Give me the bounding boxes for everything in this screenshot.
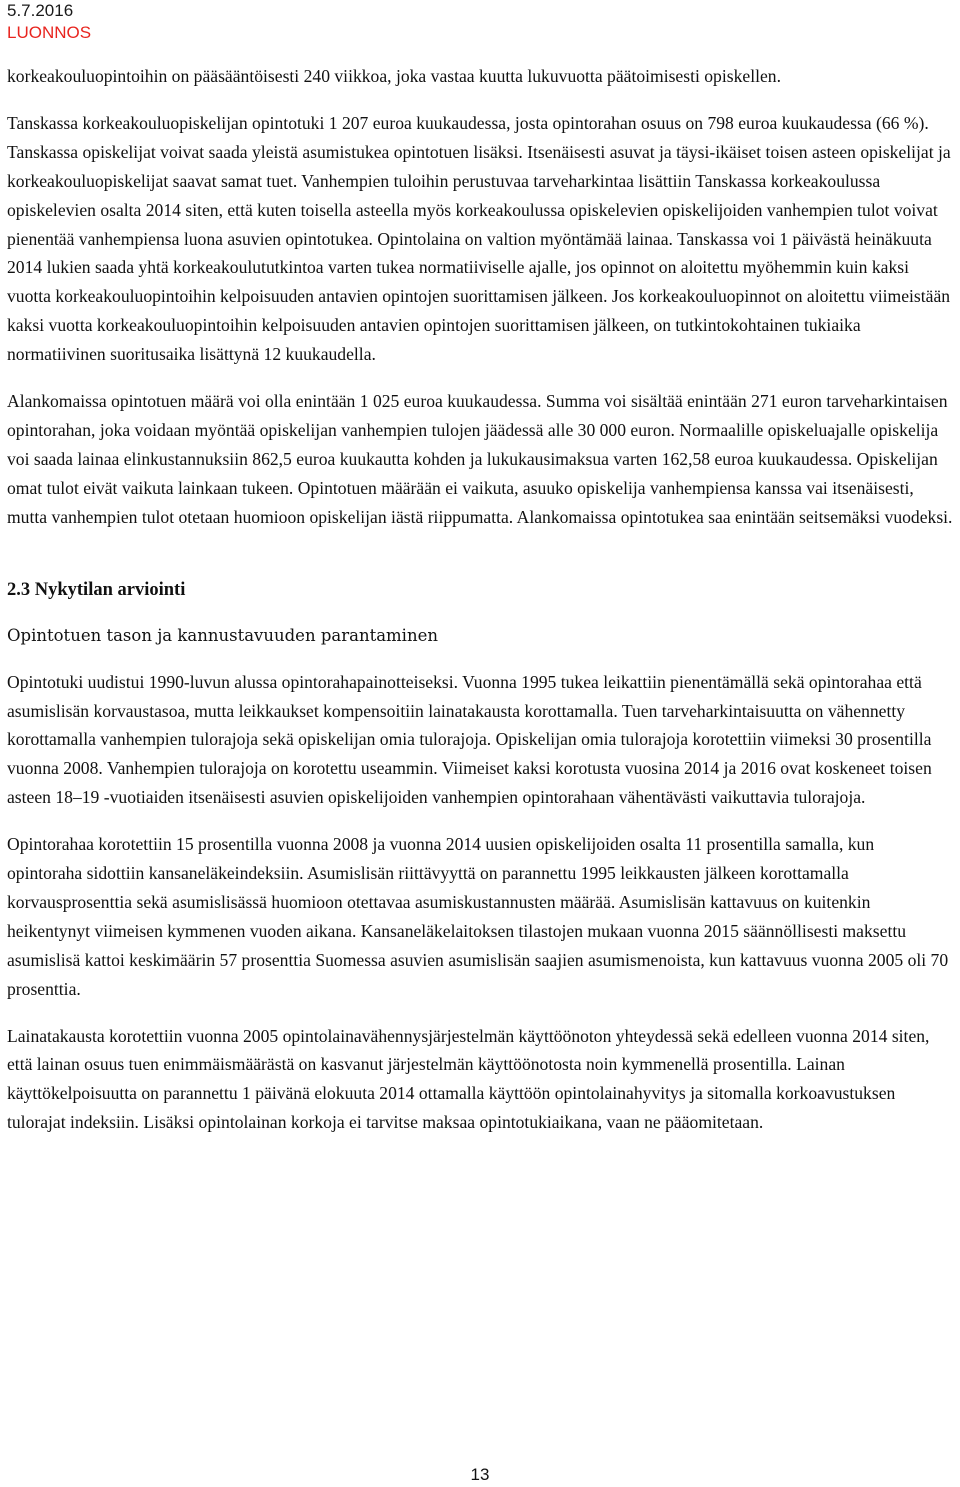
document-body [7, 62, 953, 1155]
paragraph-intro-continued: korkeakouluopintoihin on pääsääntöisesti 240 viikkoa, joka vastaa kuutta lukuvuotta päätoimisesti opiskellen. [7, 66, 781, 86]
page-number: 13 [470, 1465, 490, 1484]
section-heading: 2.3 Nykytilan arviointi [7, 579, 186, 600]
header-date: 5.7.2016 [7, 1, 74, 20]
document-header [7, 0, 91, 44]
paragraph-study-grant-increases: Opintorahaa korotettiin 15 prosentilla vuonna 2008 ja vuonna 2014 uusien opiskelijoiden osalta 11 prosentilla samalla, kun opintoraha sidottiin kansaneläkeindeksiin. Asumislisän riittävyyttä on parannettu 1995 leikkausten jälkeen korottamalla korvausprosenttia sekä asumislisässä huomioon otettavaa asumiskustannusten määrää. Asumislisän kattavuus on kuitenkin heikentynyt viimeisen kymmenen vuoden aikana. Kansaneläkelaitoksen tilastojen mukaan vuonna 2015 säännöllisesti maksettu asumislisä kattoi keskimäärin 57 prosenttia Suomessa asuvien asumislisän saajien asumismenoista, kun kattavuus vuonna 2005 oli 70 prosenttia. [7, 834, 949, 999]
section-subheading: Opintotuen tason ja kannustavuuden parantaminen [7, 625, 438, 645]
paragraph-netherlands: Alankomaissa opintotuen määrä voi olla enintään 1 025 euroa kuukaudessa. Summa voi sisältää enintään 271 euron tarveharkintaisen opintorahan, joka voidaan myöntää opiskelijan vanhempien tulojen jäädessä alle 30 000 euron. Normaalille opiskeluajalle opiskelija voi saada lainaa elinkustannuksiin 862,5 euroa kuukautta kohden ja lukukausimaksua varten 162,58 euroa kuukaudessa. Opiskelijan omat tulot eivät vaikuta lainkaan tukeen. Opintotuen määrään ei vaikuta, asuuko opiskelija vanhempiensa kanssa vai itsenäisesti, mutta vanhempien tulot otetaan huomioon opiskelijan iästä riippumatta. Alankomaissa opintotukea saa enintään seitsemäksi vuodeksi. [7, 391, 953, 527]
draft-status-label: LUONNOS [7, 23, 92, 42]
paragraph-loan-guarantee: Lainatakausta korotettiin vuonna 2005 opintolainavähennysjärjestelmän käyttöönoton yhteydessä sekä edelleen vuonna 2014 siten, että lainan osuus tuen enimmäismäärästä on kasvanut järjestelmän käyttöönotosta noin kymmenellä prosentilla. Lainan käyttökelpoisuutta on parannettu 1 päivänä elokuuta 2014 ottamalla käyttöön opintolainahyvitys ja sitomalla korkoavustuksen tulorajat indeksiin. Lisäksi opintolainan korkoja ei tarvitse maksaa opintotukiaikana, vaan ne pääomitetaan. [7, 1025, 930, 1133]
paragraph-support-history: Opintotuki uudistui 1990-luvun alussa opintorahapainotteiseksi. Vuonna 1995 tukea leikattiin pienentämällä sekä opintorahaa että asumislisän korvaustasoa, mutta leikkaukset kompensoitiin lainatakausta korottamalla. Tuen tarveharkintaisuutta on vähennetty korottamalla vanhempien tulorajoja sekä opiskelijan omia tulorajoja. Opiskelijan omia tulorajoja korotettiin viimeksi 30 prosentilla vuonna 2008. Vanhempien tulorajoja on korotettu useammin. Viimeiset kaksi korotusta vuosina 2014 ja 2016 ovat koskeneet toisen asteen 18–19 -vuotiaiden itsenäisesti asuvien opiskelijoiden vanhempien opintorahaan vähentävästi vaikuttavia tulorajoja. [7, 671, 932, 808]
paragraph-denmark: Tanskassa korkeakouluopiskelijan opintotuki 1 207 euroa kuukaudessa, josta opintorahan osuus on 798 euroa kuukaudessa (66 %). Tanskassa opiskelijat voivat saada yleistä asumistukea opintotuen lisäksi. Itsenäisesti asuvat ja täysi-ikäiset toisen asteen opiskelijat ja korkeakouluopiskelijat saavat samat tuet. Vanhempien tuloihin perustuvaa tarveharkintaa lisättiin Tanskassa korkeakoulussa opiskelevien osalta 2014 siten, että kuten toisella asteella myös korkeakoulussa opiskelevien opiskelijoiden vanhempien tulot voivat pienentää vanhempiensa luona asuvien opintotukea. Opintolaina on valtion myöntämää lainaa. Tanskassa voi 1 päivästä heinäkuuta 2014 lukien saada yhtä korkeakoulututkintoa varten tukea normatiiviselle ajalle, jos opinnot on aloitettu myöhemmin kuin kaksi vuotta korkeakouluopintoihin kelpoisuuden antavien opintojen suorittamisen jälkeen. Jos korkeakouluopinnot on aloitettu viimeistään kaksi vuotta korkeakouluopintoihin kelpoisuuden antavien opintojen suorittamisen jälkeen, on tutkintokohtainen tukiaika normatiivinen suoritusaika lisättynä 12 kuukaudella. [7, 112, 951, 365]
